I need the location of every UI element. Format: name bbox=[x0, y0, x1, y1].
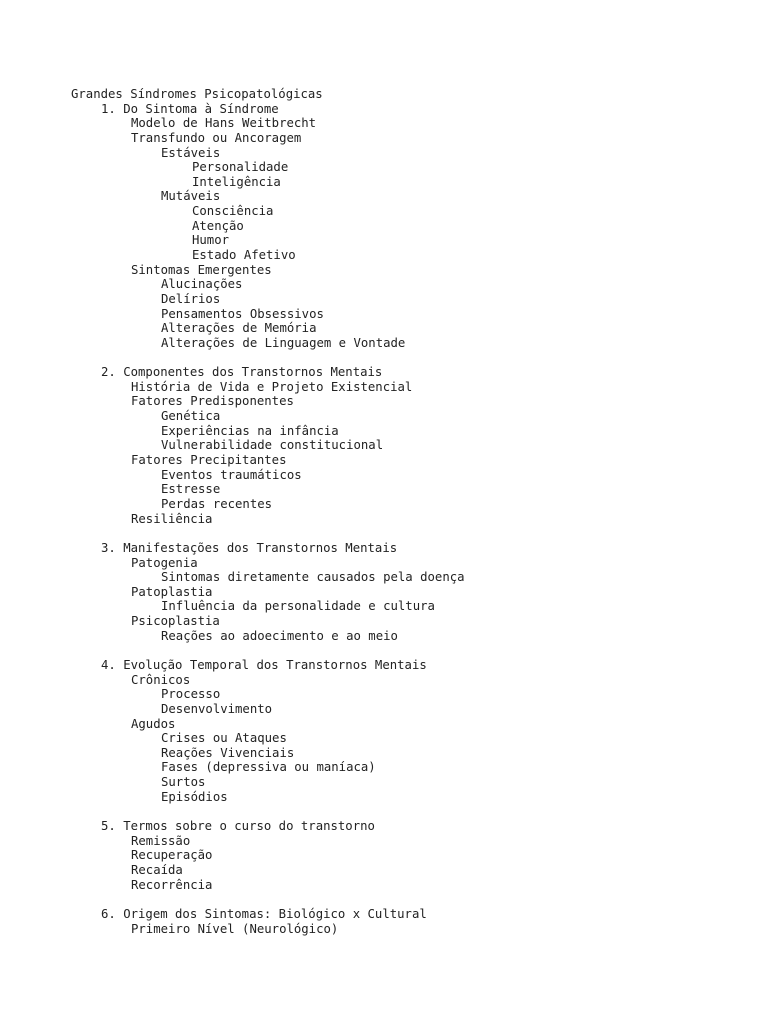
section-heading: 3. Manifestações dos Transtornos Mentais bbox=[101, 540, 398, 555]
document-title: Grandes Síndromes Psicopatológicas bbox=[71, 87, 323, 101]
document-page bbox=[71, 87, 751, 936]
outline-item: Alterações de Memória bbox=[161, 321, 317, 336]
outline-item: Alterações de Linguagem e Vontade bbox=[161, 335, 406, 350]
outline-item: Processo bbox=[161, 687, 221, 702]
outline-item: Fatores Precipitantes bbox=[131, 453, 287, 468]
outline-item: Resiliência bbox=[131, 511, 213, 526]
outline-item: Influência da personalidade e cultura bbox=[161, 599, 435, 614]
blank-line bbox=[71, 526, 751, 541]
outline-item: Primeiro Nível (Neurológico) bbox=[131, 921, 339, 936]
outline-item: Modelo de Hans Weitbrecht bbox=[131, 116, 317, 131]
outline-item: Inteligência bbox=[192, 174, 281, 189]
outline-item: Episódios bbox=[161, 789, 228, 804]
outline-item: Patogenia bbox=[131, 555, 198, 570]
outline-item: Surtos bbox=[161, 775, 206, 790]
outline-item: Reações ao adoecimento e ao meio bbox=[161, 628, 398, 643]
outline-item: Mutáveis bbox=[161, 189, 221, 204]
outline-item: Fatores Predisponentes bbox=[131, 394, 294, 409]
outline-item: Crises ou Ataques bbox=[161, 731, 287, 746]
section-heading: 6. Origem dos Sintomas: Biológico x Cultural bbox=[101, 906, 427, 921]
outline-item: Genética bbox=[161, 409, 221, 424]
outline-item: Atenção bbox=[192, 218, 244, 233]
section-heading: 1. Do Sintoma à Síndrome bbox=[101, 101, 279, 116]
outline-item: Reações Vivenciais bbox=[161, 745, 295, 760]
outline-item: Consciência bbox=[192, 204, 274, 219]
outline-item: Remissão bbox=[131, 833, 191, 848]
blank-line bbox=[71, 892, 751, 907]
outline-item: Experiências na infância bbox=[161, 423, 339, 438]
outline-item: Perdas recentes bbox=[161, 496, 273, 511]
outline-item: Humor bbox=[192, 233, 230, 248]
outline-item: Transfundo ou Ancoragem bbox=[131, 130, 302, 145]
outline-item: Eventos traumáticos bbox=[161, 467, 302, 482]
outline-item: Sintomas diretamente causados pela doença bbox=[161, 570, 465, 585]
outline-item: Recorrência bbox=[131, 877, 213, 892]
blank-line bbox=[71, 643, 751, 658]
section-heading: 2. Componentes dos Transtornos Mentais bbox=[101, 365, 383, 380]
outline-item: Alucinações bbox=[161, 277, 243, 292]
section-heading: 4. Evolução Temporal dos Transtornos Mentais bbox=[101, 657, 427, 672]
blank-line bbox=[71, 351, 751, 366]
section-heading: 5. Termos sobre o curso do transtorno bbox=[101, 819, 375, 834]
outline-item: Fases (depressiva ou maníaca) bbox=[161, 760, 376, 775]
outline-item: História de Vida e Projeto Existencial bbox=[131, 379, 413, 394]
outline-item: Pensamentos Obsessivos bbox=[161, 306, 324, 321]
outline-item: Agudos bbox=[131, 716, 176, 731]
outline-item: Recuperação bbox=[131, 848, 213, 863]
outline-item: Crônicos bbox=[131, 672, 191, 687]
outline-item: Desenvolvimento bbox=[161, 701, 273, 716]
outline-item: Estresse bbox=[161, 482, 221, 497]
outline-item: Delírios bbox=[161, 291, 221, 306]
outline-item: Psicoplastia bbox=[131, 614, 220, 629]
blank-line bbox=[71, 804, 751, 819]
outline-item: Vulnerabilidade constitucional bbox=[161, 438, 384, 453]
outline-item: Sintomas Emergentes bbox=[131, 262, 272, 277]
outline-item: Patoplastia bbox=[131, 584, 213, 599]
outline-item: Recaída bbox=[131, 862, 183, 877]
outline-item: Estado Afetivo bbox=[192, 248, 296, 263]
outline-item: Personalidade bbox=[192, 160, 289, 175]
outline-item: Estáveis bbox=[161, 145, 221, 160]
